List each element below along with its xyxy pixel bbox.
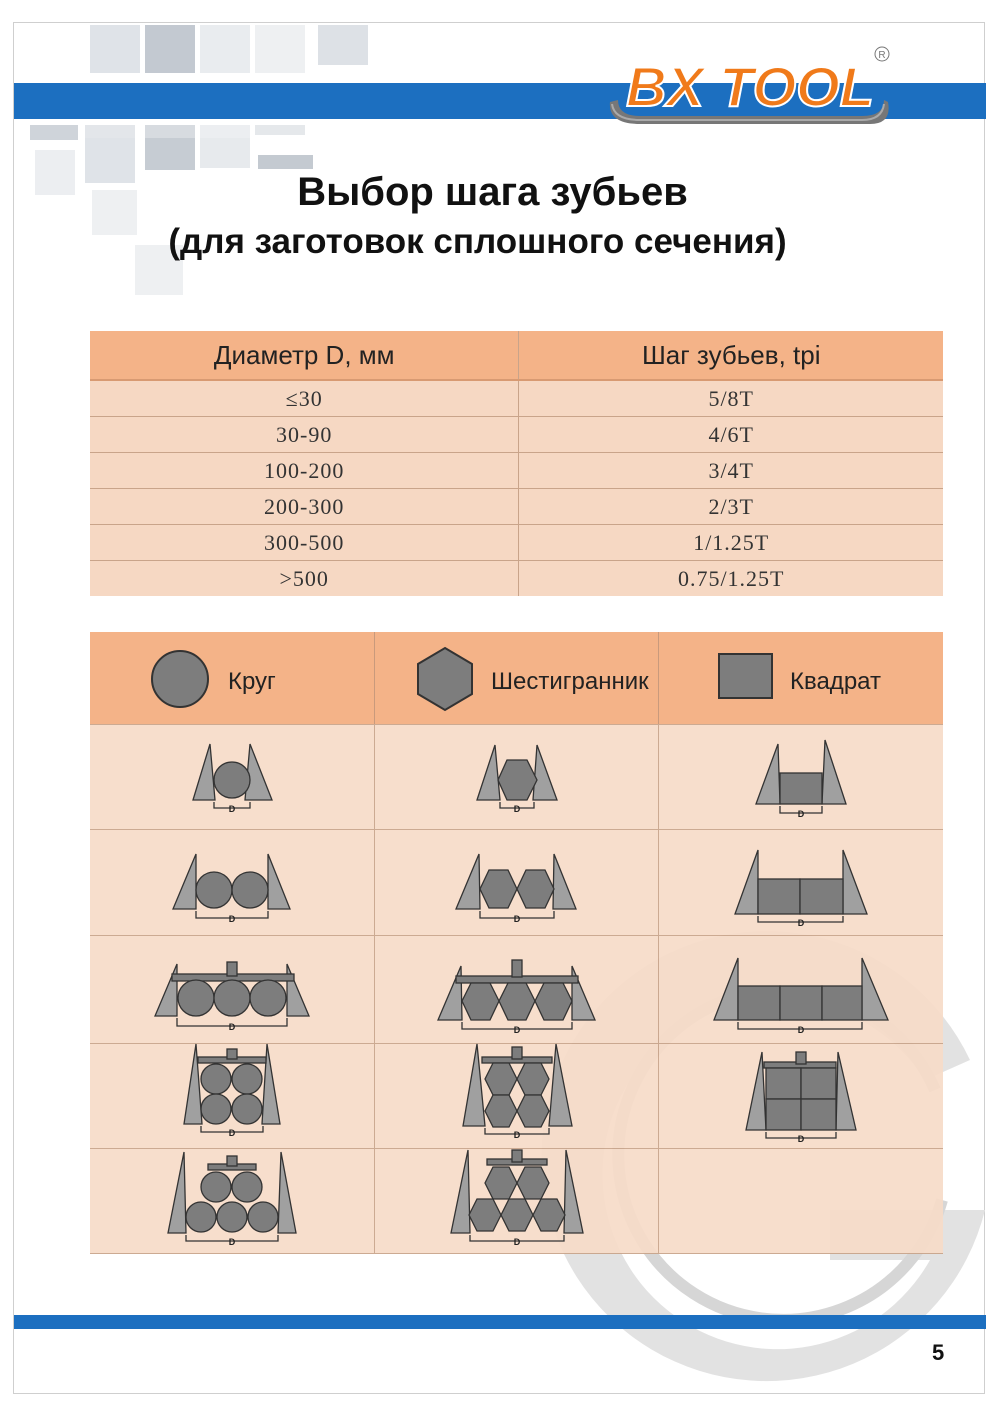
diagram-hexagon-4	[463, 1044, 572, 1140]
table-row	[90, 380, 943, 417]
table-row	[90, 561, 943, 597]
diagram-square-4	[746, 1052, 856, 1144]
diameter-cell: 200-300	[90, 489, 519, 525]
pitch-cell: 2/3T	[519, 489, 943, 525]
diagram-circle-3	[155, 962, 309, 1032]
svg-text:D: D	[513, 804, 521, 814]
pitch-cell: 4/6T	[519, 417, 943, 453]
svg-text:D: D	[513, 914, 521, 924]
bx-tool-logo	[600, 40, 900, 140]
pitch-cell: 0.75/1.25T	[519, 561, 943, 597]
clamping-diagram-table	[90, 632, 943, 1254]
svg-text:D: D	[228, 914, 236, 924]
svg-text:D: D	[797, 1134, 805, 1144]
column-header-pitch: Шаг зубьев, tpi	[519, 331, 943, 380]
registered-mark: R	[878, 50, 886, 61]
logo-text: BX TOOL	[626, 55, 874, 118]
diagram-circle-2	[173, 854, 290, 924]
header-label-circle: Круг	[228, 668, 276, 695]
diagram-circle-4	[184, 1044, 280, 1138]
table-row	[90, 417, 943, 453]
diagram-hexagon-5	[451, 1150, 583, 1247]
pitch-table	[90, 331, 943, 596]
header-label-square: Квадрат	[790, 668, 881, 695]
page-subtitle: (для заготовок сплошного сечения)	[168, 222, 787, 261]
diameter-cell: 100-200	[90, 453, 519, 489]
page-title: Выбор шага зубьев	[297, 170, 688, 214]
svg-text:D: D	[797, 1025, 805, 1035]
svg-text:D: D	[513, 1237, 521, 1247]
diagram-hexagon-3	[438, 960, 595, 1035]
footer-band	[14, 1315, 986, 1329]
svg-text:D: D	[228, 1128, 236, 1138]
diagram-square-3	[714, 958, 888, 1035]
svg-text:D: D	[513, 1130, 521, 1140]
table-row	[90, 489, 943, 525]
diagram-circle-1	[193, 744, 272, 814]
pitch-cell: 3/4T	[519, 453, 943, 489]
header-label-hexagon: Шестигранник	[491, 668, 649, 695]
table-row	[90, 453, 943, 489]
diameter-cell: 300-500	[90, 525, 519, 561]
diameter-cell: >500	[90, 561, 519, 597]
page-number: 5	[932, 1340, 945, 1365]
svg-text:D: D	[797, 918, 805, 928]
diameter-cell: ≤30	[90, 380, 519, 417]
pitch-cell: 1/1.25T	[519, 525, 943, 561]
table-row	[90, 525, 943, 561]
column-header-diameter: Диаметр D, мм	[90, 331, 519, 380]
pitch-cell: 5/8T	[519, 380, 943, 417]
table-header-row	[90, 331, 943, 380]
svg-text:D: D	[228, 1237, 236, 1247]
svg-text:D: D	[513, 1025, 521, 1035]
diagram-hexagon-2	[456, 854, 576, 924]
diagram-square-1	[756, 740, 846, 819]
svg-text:D: D	[228, 804, 236, 814]
diagram-hexagon-1	[477, 745, 557, 814]
diagram-circle-5	[168, 1152, 296, 1247]
diagram-square-2	[735, 850, 867, 928]
svg-text:D: D	[228, 1022, 236, 1032]
svg-text:D: D	[797, 809, 805, 819]
diameter-cell: 30-90	[90, 417, 519, 453]
clamping-diagrams	[90, 632, 943, 1254]
